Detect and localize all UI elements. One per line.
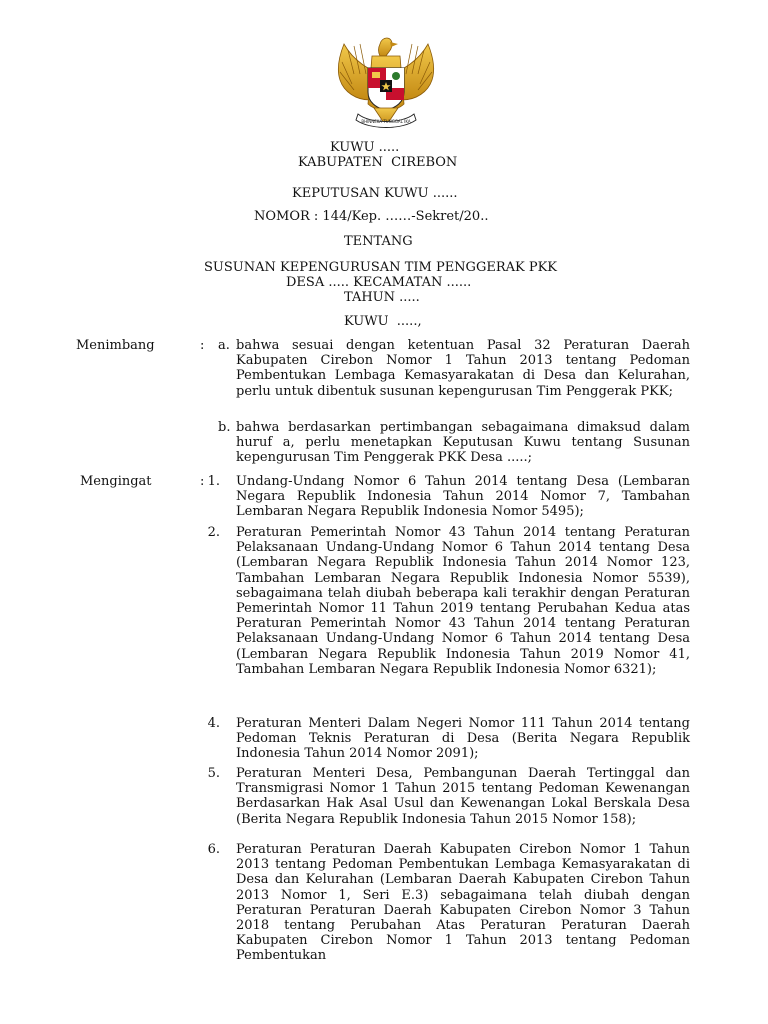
- header-title: SUSUNAN KEPENGURUSAN TIM PENGGERAK PKK: [204, 260, 558, 275]
- header-keputusan: KEPUTUSAN KUWU ......: [292, 186, 458, 201]
- mengingat-item-4-marker: 4.: [207, 716, 220, 731]
- header-tahun: TAHUN .....: [344, 290, 420, 305]
- menimbang-item-a-marker: a.: [218, 338, 230, 353]
- mengingat-item-6-text: Peraturan Peraturan Daerah Kabupaten Cirebon Nomor 1 Tahun 2013 tentang Pedoman Pembentukan Lembaga Kemasyarakatan di Desa dan Kelurahan (Lembaran Daerah Kabupaten Cirebon Tahun 2013 Nomor 1, Seri E.3) sebagaimana telah diubah dengan Peraturan Peraturan Daerah Kabupaten Cirebon Nomor 3 Tahun 2018 tentang Perubahan Atas Peraturan Peraturan Daerah Kabupaten Cirebon Nomor 1 Tahun 2013 tentang Pedoman Pembentukan: [236, 842, 690, 964]
- mengingat-item-6-marker: 6.: [207, 842, 220, 857]
- menimbang-item-b-text: bahwa berdasarkan pertimbangan sebagaimana dimaksud dalam huruf a, perlu menetapkan Keputusan Kuwu tentang Susunan kepengurusan Tim Penggerak PKK Desa .....;: [236, 420, 690, 466]
- mengingat-item-4-text: Peraturan Menteri Dalam Negeri Nomor 111 Tahun 2014 tentang Pedoman Teknis Peraturan di Desa (Berita Negara Republik Indonesia Tahun 2014 Nomor 2091);: [236, 716, 690, 762]
- mengingat-item-5-text: Peraturan Menteri Desa, Pembangunan Daerah Tertinggal dan Transmigrasi Nomor 1 Tahun 2015 tentang Pedoman Kewenangan Berdasarkan Hak Asal Usul dan Kewenangan Lokal Berskala Desa (Berita Negara Republik Indonesia Tahun 2015 Nomor 158);: [236, 766, 690, 827]
- mengingat-item-2-text: Peraturan Pemerintah Nomor 43 Tahun 2014 tentang Peraturan Pelaksanaan Undang-Undang Nomor 6 Tahun 2014 tentang Desa (Lembaran Negara Republik Indonesia Tahun 2014 Nomor 123, Tambahan Lembaran Negara Republik Indonesia Nomor 5539), sebagaimana telah diubah beberapa kali terakhir dengan Peraturan Pemerintah Nomor 11 Tahun 2019 tentang Perubahan Kedua atas Peraturan Pemerintah Nomor 43 Tahun 2014 tentang Peraturan Pelaksanaan Undang-Undang Nomor 6 Tahun 2014 tentang Desa (Lembaran Negara Republik Indonesia Tahun 2019 Nomor 41, Tambahan Lembaran Negara Republik Indonesia Nomor 6321);: [236, 525, 690, 677]
- mengingat-label: Mengingat: [80, 474, 152, 489]
- mengingat-colon: :: [200, 474, 205, 489]
- header-desa-kecamatan: DESA ..... KECAMATAN ......: [286, 275, 472, 290]
- mengingat-item-1-marker: 1.: [207, 474, 220, 489]
- header-kuwu: KUWU .....: [330, 140, 400, 155]
- menimbang-colon: :: [200, 338, 205, 353]
- mengingat-item-5-marker: 5.: [207, 766, 220, 781]
- menimbang-item-b-marker: b.: [218, 420, 231, 435]
- svg-text:BHINNEKA TUNGGAL IKA: BHINNEKA TUNGGAL IKA: [361, 119, 411, 124]
- header-kuwu-sign: KUWU .....,: [344, 314, 422, 329]
- menimbang-label: Menimbang: [76, 338, 155, 353]
- menimbang-item-a-text: bahwa sesuai dengan ketentuan Pasal 32 Peraturan Daerah Kabupaten Cirebon Nomor 1 Tahun 2013 tentang Pedoman Pembentukan Lembaga Kemasyarakatan di Desa dan Kelurahan, perlu untuk dibentuk susunan kepengurusan Tim Penggerak PKK;: [236, 338, 690, 399]
- mengingat-item-1-text: Undang-Undang Nomor 6 Tahun 2014 tentang Desa (Lembaran Negara Republik Indonesia Tahun 2014 Nomor 7, Tambahan Lembaran Negara Republik Indonesia Nomor 5495);: [236, 474, 690, 520]
- mengingat-item-2-marker: 2.: [207, 525, 220, 540]
- header-nomor: NOMOR : 144/Kep. ……-Sekret/20..: [254, 209, 489, 224]
- header-tentang: TENTANG: [344, 234, 413, 249]
- header-kabupaten: KABUPATEN CIREBON: [298, 155, 458, 170]
- garuda-pancasila-emblem-icon: [330, 34, 442, 134]
